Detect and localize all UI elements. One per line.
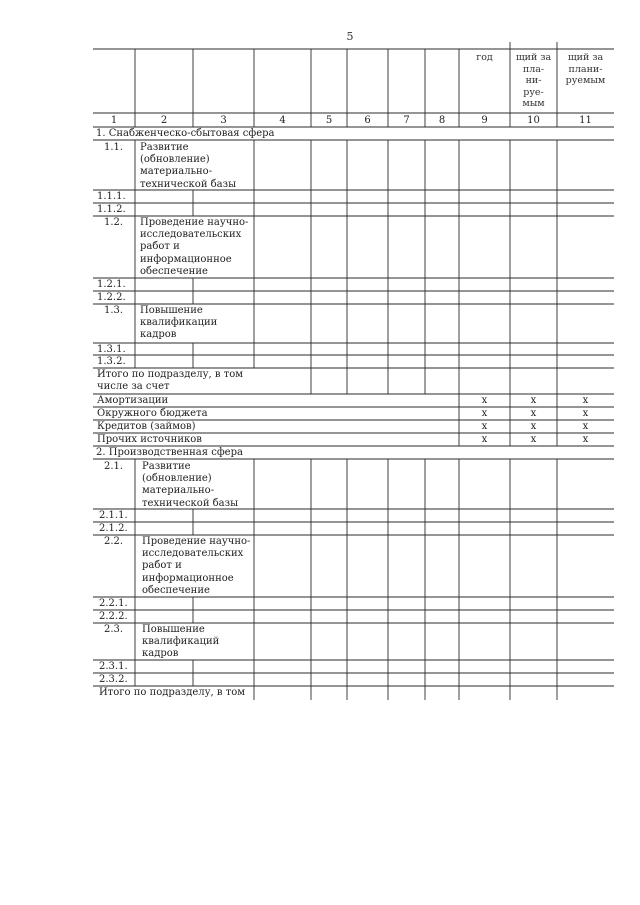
row-number: 2.2.1. bbox=[99, 598, 128, 609]
cross-mark: х bbox=[582, 395, 589, 406]
row-name-line: кадров bbox=[140, 329, 177, 341]
cross-mark: х bbox=[530, 434, 537, 445]
cross-mark: х bbox=[481, 408, 488, 419]
row-number: 1.3.2. bbox=[97, 356, 126, 367]
row-number: 2.1. bbox=[104, 461, 124, 472]
row-name-line: квалификаций bbox=[142, 636, 220, 648]
row-number: 2.2. bbox=[104, 536, 124, 547]
cross-mark: х bbox=[530, 395, 537, 406]
row-number: 1.2.1. bbox=[97, 279, 126, 290]
header-col11-line: плани- bbox=[568, 63, 603, 75]
column-number: 9 bbox=[481, 115, 488, 126]
cross-mark: х bbox=[481, 421, 488, 432]
row-name bbox=[142, 536, 250, 597]
row-name bbox=[142, 461, 238, 510]
row-name-line: (обновление) bbox=[140, 154, 210, 166]
cross-mark: х bbox=[530, 421, 537, 432]
row-name-line: технической базы bbox=[140, 178, 237, 190]
row-name-line: Повышение bbox=[140, 305, 203, 316]
subtotal-label-line: Итого по подразделу, в том bbox=[97, 369, 244, 380]
row-name-line: работ и bbox=[142, 560, 182, 572]
column-number: 6 bbox=[364, 115, 371, 126]
header-col11-line: щий за bbox=[567, 52, 604, 63]
row-number: 1.3. bbox=[104, 305, 124, 316]
header-col10 bbox=[510, 52, 557, 110]
section-title: 1. Снабженческо-сбытовая сфера bbox=[96, 128, 275, 139]
cross-mark: х bbox=[582, 434, 589, 445]
row-number: 1.2.2. bbox=[97, 292, 126, 303]
subtotal-label-line: числе за счет bbox=[97, 381, 170, 393]
row-name-line: информационное bbox=[142, 572, 234, 584]
row-number: 2.3. bbox=[104, 624, 124, 635]
row-name-line: материально- bbox=[140, 166, 213, 178]
column-number: 11 bbox=[579, 115, 592, 126]
cross-mark: х bbox=[582, 408, 589, 419]
header-col10-line: ни- bbox=[525, 75, 542, 87]
row-number: 2.2.2. bbox=[99, 611, 128, 622]
header-col9: год bbox=[476, 52, 493, 63]
row-number: 1.1.1. bbox=[97, 191, 126, 202]
row-number: 1.3.1. bbox=[97, 344, 126, 355]
row-name-line: Развитие bbox=[140, 142, 189, 153]
column-number: 8 bbox=[438, 115, 446, 126]
row-name-line: информационное bbox=[140, 253, 232, 265]
row-name bbox=[140, 305, 217, 342]
row-number: 2.3.1. bbox=[99, 661, 128, 672]
row-number: 1.1.2. bbox=[97, 204, 126, 215]
column-number: 3 bbox=[220, 115, 227, 126]
subtotal-label: Итого по подразделу, в том bbox=[99, 687, 246, 698]
row-name-line: обеспечение bbox=[142, 584, 210, 596]
column-number: 2 bbox=[160, 115, 168, 126]
row-name bbox=[142, 624, 219, 661]
page-number: 5 bbox=[346, 30, 354, 43]
subtotal-label bbox=[97, 369, 243, 393]
column-number: 10 bbox=[527, 115, 540, 126]
row-name-line: кадров bbox=[142, 648, 179, 660]
row-name-line: (обновление) bbox=[142, 473, 212, 485]
row-name-line: исследовательских bbox=[142, 548, 244, 560]
row-name-line: Повышение bbox=[142, 624, 205, 635]
row-number: 1.1. bbox=[104, 142, 124, 153]
header-col11-line: руемым bbox=[565, 75, 606, 87]
row-number: 2.3.2. bbox=[99, 674, 128, 685]
row-name bbox=[140, 142, 236, 191]
row-name-line: Проведение научно- bbox=[140, 217, 249, 228]
row-name-line: работ и bbox=[140, 241, 180, 253]
header-col10-line: пла- bbox=[522, 63, 545, 75]
funding-source: Кредитов (займов) bbox=[97, 421, 196, 432]
header-col10-line: мым bbox=[522, 98, 545, 110]
cross-mark: х bbox=[481, 434, 488, 445]
section-title: 2. Производственная сфера bbox=[96, 447, 243, 458]
row-name-line: Проведение научно- bbox=[142, 536, 251, 547]
row-name bbox=[140, 217, 248, 278]
column-number: 7 bbox=[403, 115, 410, 126]
row-number: 1.2. bbox=[104, 217, 124, 228]
header-col11 bbox=[557, 52, 614, 87]
column-number: 1 bbox=[110, 115, 118, 126]
funding-source: Амортизации bbox=[97, 395, 169, 406]
row-number: 2.1.1. bbox=[99, 510, 128, 521]
row-name-line: исследовательских bbox=[140, 229, 242, 241]
header-col10-line: щий за bbox=[515, 52, 552, 63]
column-number: 4 bbox=[279, 115, 286, 126]
cross-mark: х bbox=[530, 408, 537, 419]
row-name-line: квалификации bbox=[140, 317, 218, 329]
column-number: 5 bbox=[325, 115, 333, 126]
cross-mark: х bbox=[481, 395, 488, 406]
row-name-line: Развитие bbox=[142, 461, 191, 472]
row-name-line: технической базы bbox=[142, 497, 239, 509]
header-col10-line: руе- bbox=[523, 86, 544, 98]
row-number: 2.1.2. bbox=[99, 523, 128, 534]
funding-source: Прочих источников bbox=[97, 434, 202, 445]
funding-source: Окружного бюджета bbox=[97, 408, 208, 419]
row-name-line: обеспечение bbox=[140, 265, 208, 277]
cross-mark: х bbox=[582, 421, 589, 432]
row-name-line: материально- bbox=[142, 485, 215, 497]
